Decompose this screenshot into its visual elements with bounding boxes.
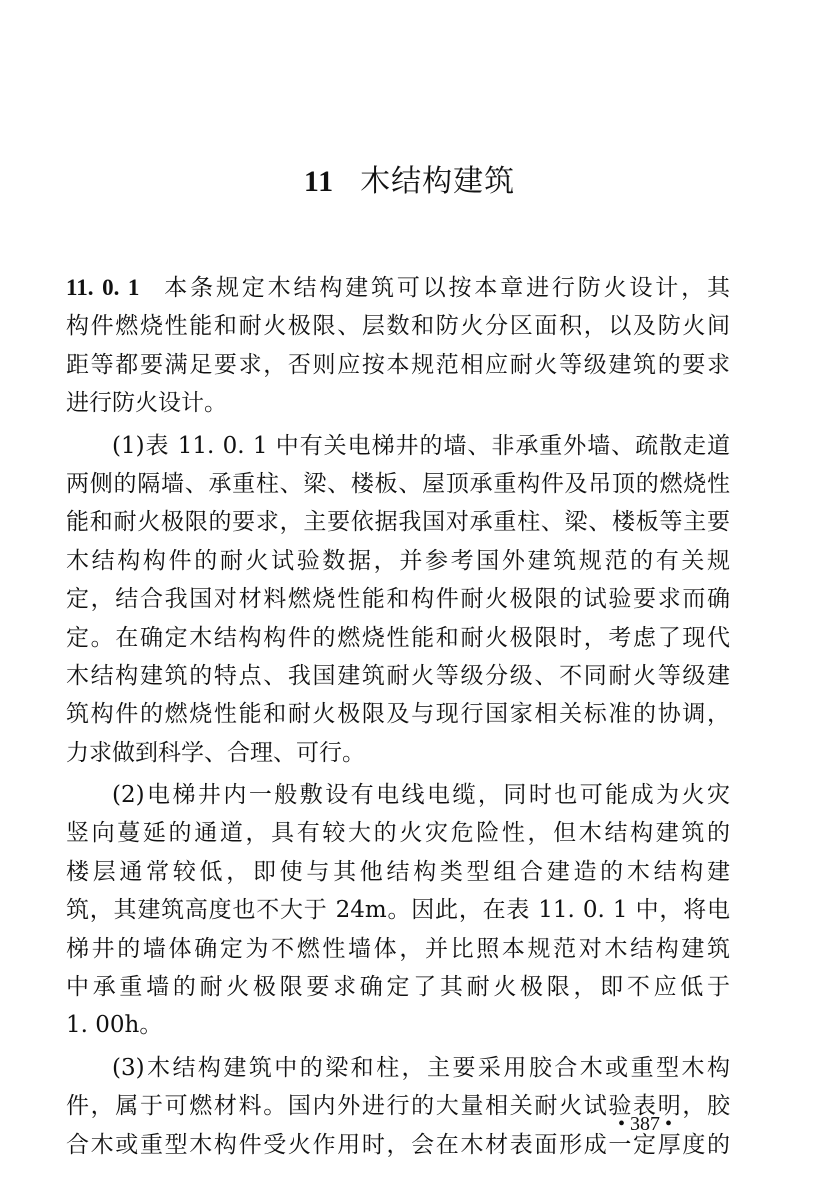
text-line xyxy=(66,269,730,307)
text-line: 1. 00h。 xyxy=(66,1012,163,1039)
text-line-content: 本条规定木结构建筑可以按本章进行防火设计，其 xyxy=(161,275,730,301)
text-line: (3)木结构建筑中的梁和柱，主要采用胶合木或重型木构 xyxy=(112,1054,730,1081)
text-line: 筑，其建筑高度也不大于 24m。因此，在表 11. 0. 1 中，将电 xyxy=(66,897,730,924)
clause-number: 11. 0. 1 xyxy=(66,275,140,300)
chapter-title-text: 木结构建筑 xyxy=(360,164,516,199)
text-line: (1)表 11. 0. 1 中有关电梯井的墙、非承重外墙、疏散走道 xyxy=(112,432,730,459)
text-line: 力求做到科学、合理、可行。 xyxy=(66,739,365,766)
text-line: 定，结合我国对材料燃烧性能和构件耐火极限的试验要求而确 xyxy=(66,586,730,613)
text-line: 木结构建筑的特点、我国建筑耐火等级分级、不同耐火等级建 xyxy=(66,662,730,689)
text-line: 中承重墙的耐火极限要求确定了其耐火极限，即不应低于 xyxy=(66,974,730,1001)
text-line: 合木或重型木构件受火作用时，会在木材表面形成一定厚度的 xyxy=(66,1131,730,1158)
text-line: (2)电梯井内一般敷设有电线电缆，同时也可能成为火灾 xyxy=(112,782,730,809)
text-line: 构件燃烧性能和耐火极限、层数和防火分区面积，以及防火间 xyxy=(66,313,730,340)
text-line: 定。在确定木结构构件的燃烧性能和耐火极限时，考虑了现代 xyxy=(66,624,730,651)
text-line: 距等都要满足要求，否则应按本规范相应耐火等级建筑的要求 xyxy=(66,351,730,378)
text-line: 楼层通常较低，即使与其他结构类型组合建造的木结构建 xyxy=(66,858,730,885)
text-line: 梯井的墙体确定为不燃性墙体，并比照本规范对木结构建筑 xyxy=(66,935,730,962)
text-line: 木结构构件的耐火试验数据，并参考国外建筑规范的有关规 xyxy=(66,547,730,574)
body-text xyxy=(66,269,730,1164)
text-line: 能和耐火极限的要求，主要依据我国对承重柱、梁、楼板等主要 xyxy=(66,509,730,536)
text-line: 件，属于可燃材料。国内外进行的大量相关耐火试验表明，胶 xyxy=(66,1093,730,1120)
text-line: 竖向蔓延的通道，具有较大的火灾危险性，但木结构建筑的 xyxy=(66,820,730,847)
page-number: • 387 • xyxy=(618,1113,673,1135)
text-line: 两侧的隔墙、承重柱、梁、楼板、屋顶承重构件及吊顶的燃烧性 xyxy=(66,470,730,497)
text-line: 筑构件的燃烧性能和耐火极限及与现行国家相关标准的协调， xyxy=(66,701,730,728)
chapter-number: 11 xyxy=(303,165,335,198)
chapter-title xyxy=(0,160,819,204)
text-line: 进行防火设计。 xyxy=(66,390,227,417)
